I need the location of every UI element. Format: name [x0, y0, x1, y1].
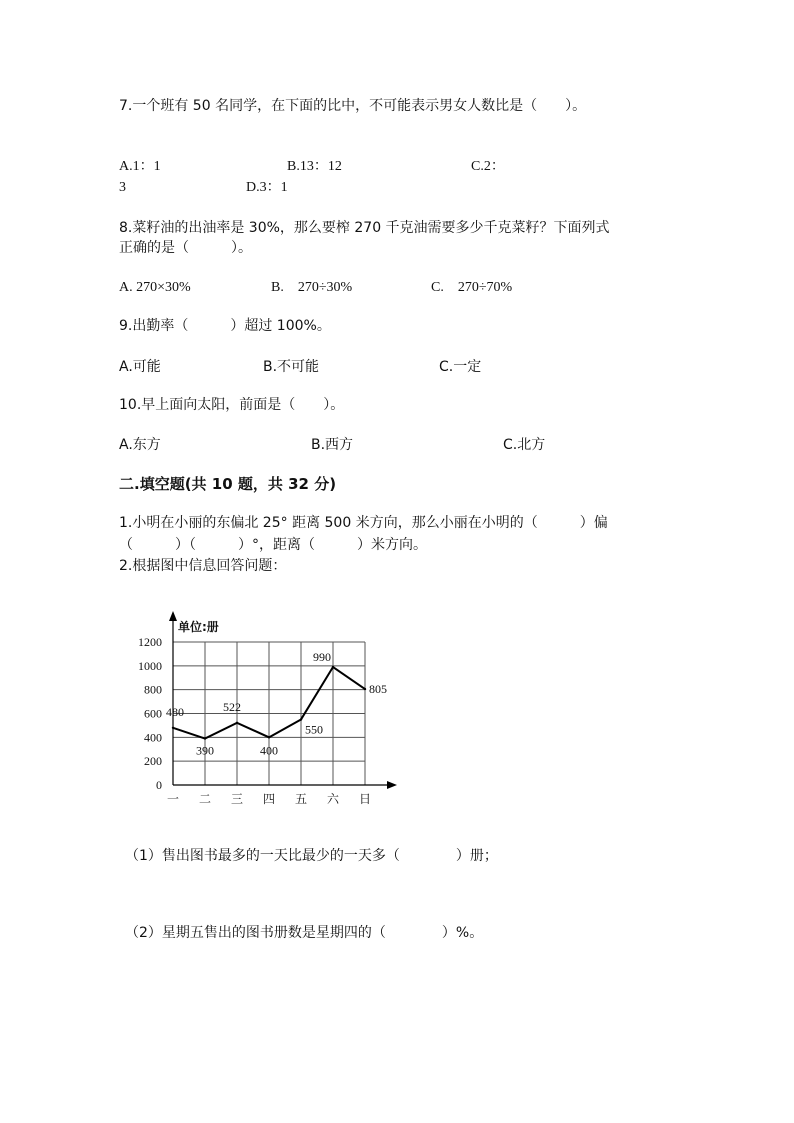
y-axis-arrow-icon [169, 611, 177, 621]
y-tick-label: 400 [144, 730, 162, 745]
q8-option-c: C. 270÷70% [431, 280, 513, 295]
data-label: 400 [260, 743, 278, 758]
y-tick-label: 1000 [138, 658, 162, 673]
fill2-stem: 2.根据图中信息回答问题： [119, 558, 287, 574]
data-label: 390 [196, 743, 214, 758]
q9-stem: 9.出勤率（ ）超过 100%。 [119, 318, 331, 334]
x-tick-label: 四 [262, 792, 276, 806]
data-label: 480 [166, 704, 184, 719]
y-tick-label: 200 [144, 754, 162, 769]
data-label: 805 [369, 682, 387, 697]
q7-stem: 7.一个班有 50 名同学，在下面的比中，不可能表示男女人数比是（ ）。 [119, 98, 587, 114]
q10-option-c: C.北方 [503, 437, 546, 453]
q10-stem: 10.早上面向太阳，前面是（ ）。 [119, 397, 345, 413]
data-point [332, 666, 334, 668]
data-point [364, 688, 366, 690]
q7-option-d: D.3：1 [246, 180, 288, 195]
x-tick-label: 一 [166, 792, 180, 806]
q8-stem-line1: 8.菜籽油的出油率是 30%，那么要榨 270 千克油需要多少千克菜籽？下面列式 [119, 220, 610, 236]
data-point [268, 736, 270, 738]
data-point [236, 722, 238, 724]
data-point [300, 718, 302, 720]
y-tick-label: 600 [144, 706, 162, 721]
q9-option-c: C.一定 [439, 359, 482, 375]
q8-stem-line2: 正确的是（ ）。 [119, 240, 252, 256]
x-tick-label: 三 [230, 792, 244, 806]
data-point [172, 727, 174, 729]
q8-option-a: A. 270×30% [119, 280, 191, 295]
q7-option-c: C.2： [471, 159, 505, 174]
x-tick-label: 日 [358, 792, 372, 806]
q8-option-b: B. 270÷30% [271, 280, 353, 295]
x-tick-label: 五 [294, 792, 308, 806]
q10-option-a: A.东方 [119, 437, 161, 453]
q9-option-b: B.不可能 [263, 359, 320, 375]
y-tick-label: 0 [156, 778, 162, 792]
section-heading: 二.填空题(共 10 题，共 32 分) [119, 475, 337, 493]
data-label: 550 [305, 722, 323, 737]
fill1-line2: （ ）（ ）°，距离（ ）米方向。 [119, 537, 427, 553]
q7-option-c-continued: 3 [119, 180, 126, 195]
q10-option-b: B.西方 [311, 437, 354, 453]
data-label: 990 [313, 650, 331, 665]
fill1-line1: 1.小明在小丽的东偏北 25° 距离 500 米方向，那么小丽在小明的（ ）偏 [119, 515, 608, 531]
x-tick-label: 六 [326, 792, 340, 806]
sub-question-2: （2）星期五售出的图书册数是星期四的（ ）%。 [125, 925, 484, 941]
data-label: 522 [223, 699, 241, 714]
q7-option-b: B.13：12 [287, 159, 342, 174]
x-axis-arrow-icon [387, 781, 397, 789]
q7-option-a: A.1：1 [119, 159, 161, 174]
sub-question-1: （1）售出图书最多的一天比最少的一天多（ ）册； [125, 848, 498, 864]
y-tick-label: 1200 [138, 635, 162, 649]
y-tick-label: 800 [144, 682, 162, 697]
unit-label: 单位:册 [178, 620, 219, 634]
q9-option-a: A.可能 [119, 359, 161, 375]
x-tick-label: 二 [198, 792, 212, 806]
data-point [204, 737, 206, 739]
